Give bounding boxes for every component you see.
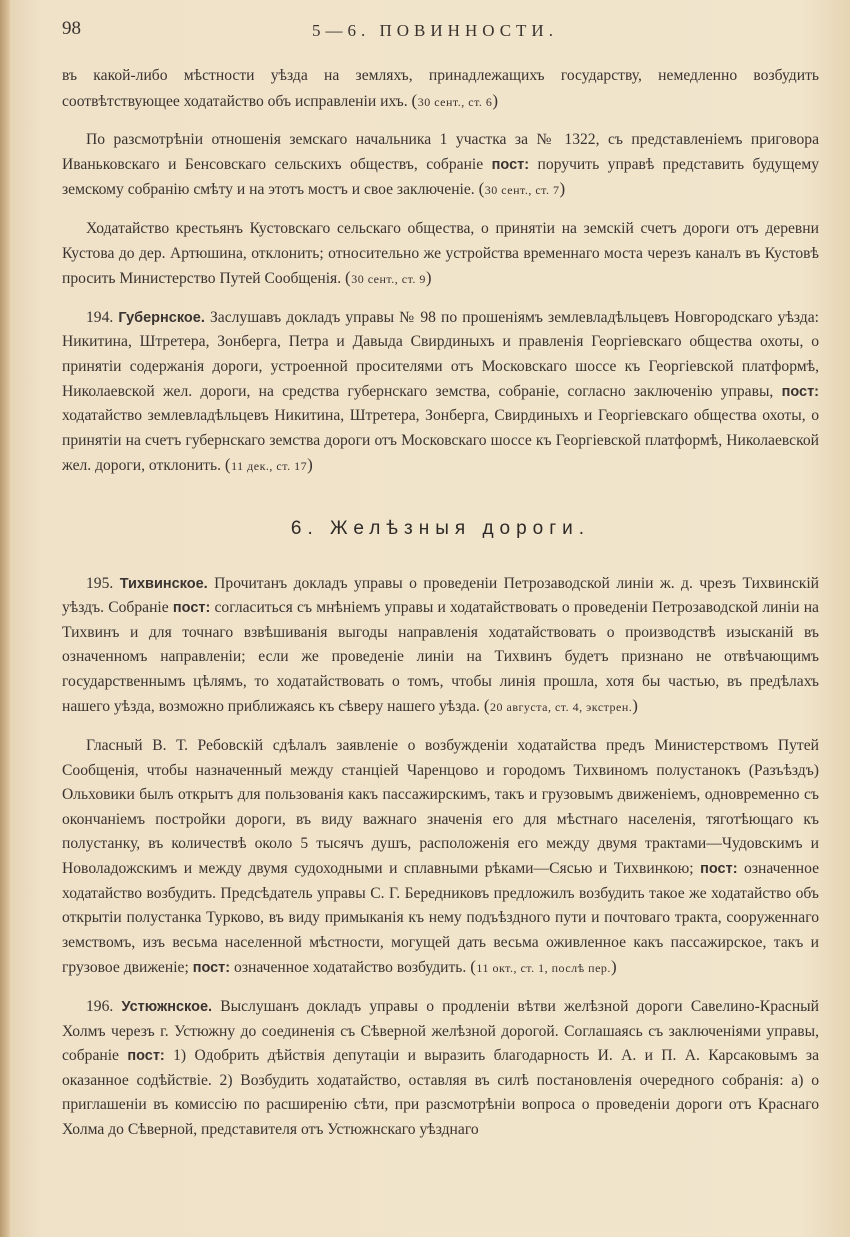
district-name: Устюжнское. [121, 999, 213, 1015]
district-name: Губернское. [118, 309, 205, 326]
paragraph-195 [62, 572, 819, 721]
section-heading: 6. Желѣзныя дороги. [290, 517, 591, 539]
body-text [62, 64, 819, 1157]
paragraph-text: Ходатайство крестьянъ Кустовскаго сельскаго общества, о принятіи на земскій счетъ дороги отъ деревни Кустова до дер. Артюшина, отклонить; относительно же устройства временнаго моста черезъ каналъ въ Кустовѣ просить Министерство Путей Сообщенія. [62, 219, 819, 288]
paragraph-rebovsky-statement [62, 734, 819, 981]
resolution-marker: пост: [491, 156, 530, 173]
citation-reference: ( 30 сент., ст. 6 ) [412, 95, 499, 109]
paragraph-kustovo-petition [62, 217, 819, 292]
paragraph-text: Гласный В. Т. Ребовскій сдѣлалъ заявленіе о возбужденіи ходатайства предъ Министерствомъ Путей Сообщенія, чтобы назначенный между станціей Чаренцово и городомъ Тихвиномъ полустанокъ (Разъѣздъ) Ольховики былъ открытъ для пользованія какъ пассажирскимъ, такъ и грузовымъ движеніемъ, одновременно съ окончаніемъ постройки дороги, въ виду важнаго значенія его для мѣстнаго населенія, тяготѣющаго къ полустанку, въ количествѣ около 5 тысячъ душъ, расположенія его между двумя трактами—Чудовскимъ и Новоладожскимъ и между двумя судоходными и сплавными рѣками—Сясью и Тихвинкою; [62, 737, 819, 878]
resolution-marker: пост: [127, 1048, 165, 1065]
page-number: 98 [62, 18, 81, 39]
item-number: 196. [86, 998, 114, 1015]
district-name: Тихвинское. [119, 575, 208, 592]
paragraph-194 [62, 306, 819, 479]
paragraph-text: Выслушанъ докладъ управы о продленіи вѣтви желѣзной дороги Савелино-Красный Холмъ черезъ г. Устюжну до соединенія съ Сѣверной желѣзной дорогой. Соглашаясь съ заключеніями управы, собраніе [62, 998, 820, 1065]
page-header [0, 18, 850, 48]
paragraph-bridge-repair [62, 128, 819, 203]
paragraph-text: въ какой-либо мѣстности уѣзда на земляхъ, принадлежащихъ государству, немедленно возбудить соотвѣтствующее ходатайство объ исправленіи ихъ. [62, 67, 819, 110]
citation-reference: ( 20 августа, ст. 4, экстрен. ) [484, 700, 639, 714]
running-title: 5—6. ПОВИННОСТИ. [312, 21, 558, 40]
paragraph-196 [62, 995, 819, 1143]
item-number: 194. [86, 308, 114, 326]
citation-reference: ( 11 окт., ст. 1, послѣ пер. ) [470, 961, 617, 975]
page-spine-shadow [0, 0, 10, 1237]
item-number: 195. [86, 574, 114, 592]
paragraph-text: ходатайство землевладѣльцевъ Никитина, Штретера, Зонберга, Свирдиныхъ и Георгіевскаго общества охоты, о принятіи на счетъ губернскаго земства дороги отъ Московскаго шоссе къ Георгіевской платформѣ, Николаевской жел. дороги, отклонить. [62, 407, 819, 475]
resolution-marker: пост: [781, 383, 819, 400]
citation-reference: ( 30 сент., ст. 7 ) [479, 183, 566, 197]
resolution-marker: пост: [700, 861, 738, 878]
paragraph-text: согласиться съ мнѣніемъ управы и ходатайствовать о проведеніи Петрозаводской линіи на Тихвинъ и для точнаго взвѣшиванія выгоды направленія ходатайствовать о производствѣ изысканій въ означенномъ направленіи; если же проведеніе линіи на Тихвинъ будетъ признано не отвѣчающимъ государственнымъ цѣлямъ, то ходатайствовать о томъ, чтобы линія прошла, хотя бы частью, въ предѣлахъ нашего уѣзда, возможно приближаясь къ сѣверу нашего уѣзда. [62, 599, 819, 716]
paragraph-text: означенное ходатайство возбудить. Предсѣдатель управы С. Г. Бередниковъ предложилъ возбудить такое же ходатайство объ открытіи полустанка Турково, въ виду примыканія къ нему подъѣздного пути и почтоваго тракта, сооруженнаго земствомъ, изъ весьма населенной мѣстности, могущей дать весьма оживленное какъ пассажирское, такъ и грузовое движеніе; [62, 860, 819, 977]
resolution-marker: пост: [192, 960, 231, 977]
paragraph-text: Заслушавъ докладъ управы № 98 по прошеніямъ землевладѣльцевъ Новгородскаго уѣзда: Никитина, Штретера, Зонберга, Петра и Давыда Свирдиныхъ и правленія Георгіевскаго общества охоты, о принятіи содержанія дороги, устроенной просителями отъ Московскаго шоссе къ Георгіевской платформѣ, Николаевской жел. дороги, на средства губернскаго земства, собраніе, согласно заключенію управы, [62, 308, 819, 400]
resolution-marker: пост: [172, 600, 211, 617]
citation-reference: ( 30 сент., ст. 9 ) [345, 272, 432, 286]
citation-reference: ( 11 дек., ст. 17 ) [225, 459, 313, 473]
paragraph-text: поручить управѣ представить будущему земскому собранію смѣту и на этотъ мостъ и свое заключеніе. [62, 155, 820, 199]
paragraph-continuation [62, 64, 819, 114]
paragraph-text: Прочитанъ докладъ управы о проведеніи Петрозаводской линіи ж. д. чрезъ Тихвинскій уѣздъ. Собраніе [62, 574, 819, 617]
paragraph-text: означенное ходатайство возбудить. [234, 959, 467, 977]
paragraph-text: 1) Одобрить дѣйствія депутаціи и выразить благодарность И. А. и П. А. Карсаковымъ за оказанное содѣйствіе. 2) Возбудить ходатайство, оставляя въ силѣ постановленія очередного собранія: а) о приглашеніи въ комиссію по расширенію сѣти, при разсмотрѣніи вопроса о проведеніи дороги отъ Краснаго Холма до Сѣверной, представителя отъ Устюжнскаго уѣзднаго [62, 1047, 820, 1138]
paragraph-text: По разсмотрѣніи отношенія земскаго начальника 1 участка за № 1322, съ представленіемъ приговора Иваньковскаго и Бенсовскаго сельскихъ обществъ, собраніе [62, 131, 819, 173]
